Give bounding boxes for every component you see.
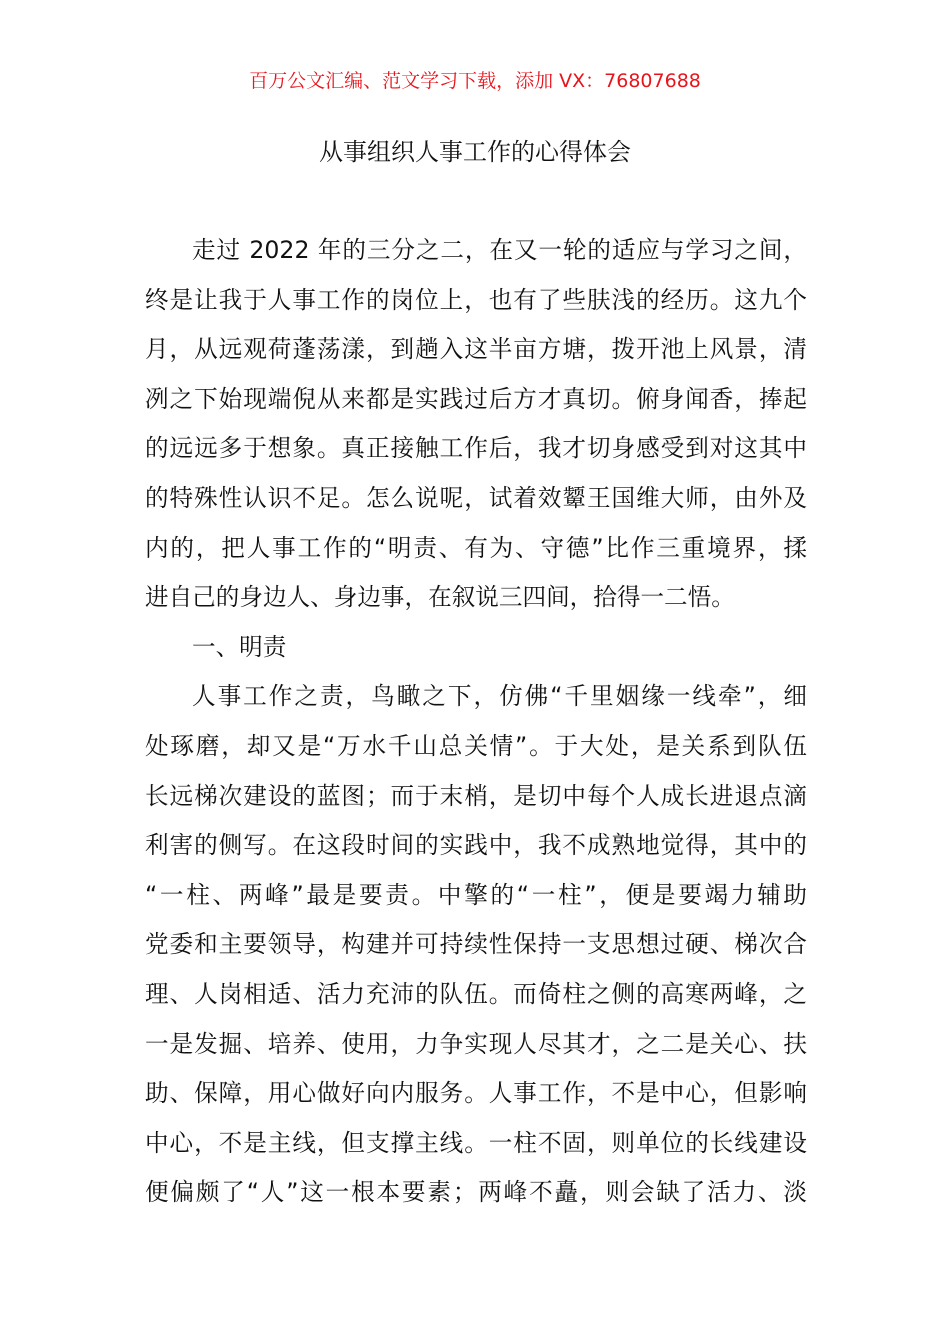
paragraph-line: 党委和主要领导，构建并可持续性保持一支思想过硬、梯次合 xyxy=(145,930,807,959)
section-heading: 一、明责 xyxy=(192,632,287,661)
paragraph-line: 中心，不是主线，但支撑主线。一柱不固，则单位的长线建设 xyxy=(145,1128,807,1157)
paragraph-line: 人事工作之责，鸟瞰之下，仿佛“千里姻缘一线牵”，细 xyxy=(192,682,807,711)
paragraph-line: 长远梯次建设的蓝图；而于末梢，是切中每个人成长进退点滴 xyxy=(145,781,807,810)
paragraph-line: 走过 2022 年的三分之二，在又一轮的适应与学习之间， xyxy=(192,236,807,264)
paragraph-line: 处琢磨，却又是“万水千山总关情”。于大处，是关系到队伍 xyxy=(145,731,807,760)
paragraph-line: 的远远多于想象。真正接触工作后，我才切身感受到对这其中 xyxy=(145,434,807,463)
paragraph-line: “一柱、两峰”最是要责。中擎的“一柱”，便是要竭力辅助 xyxy=(145,880,807,909)
paragraph-line: 进自己的身边人、身边事，在叙说三四间，拾得一二悟。 xyxy=(145,583,735,612)
paragraph-line: 终是让我于人事工作的岗位上，也有了些肤浅的经历。这九个 xyxy=(145,285,807,314)
document-body xyxy=(145,226,807,1218)
paragraph-line: 月，从远观荷蓬荡漾，到趟入这半亩方塘，拨开池上风景，清 xyxy=(145,335,807,364)
paragraph-line: 利害的侧写。在这段时间的实践中，我不成熟地觉得，其中的 xyxy=(145,831,807,860)
paragraph-line: 冽之下始现端倪从来都是实践过后方才真切。俯身闻香，捧起 xyxy=(145,384,807,413)
paragraph-line: 内的，把人事工作的“明责、有为、守德”比作三重境界，揉 xyxy=(145,533,807,562)
document-title: 从事组织人事工作的心得体会 xyxy=(319,138,631,166)
paragraph-line: 一是发掘、培养、使用，力争实现人尽其才，之二是关心、扶 xyxy=(145,1029,807,1058)
paragraph-line: 理、人岗相适、活力充沛的队伍。而倚柱之侧的高寒两峰，之 xyxy=(145,979,807,1008)
paragraph-line: 的特殊性认识不足。怎么说呢，试着效颦王国维大师，由外及 xyxy=(145,483,807,512)
paragraph-line: 便偏颇了“人”这一根本要素；两峰不矗，则会缺了活力、淡 xyxy=(145,1178,807,1207)
promo-header: 百万公文汇编、范文学习下载，添加 VX：76807688 xyxy=(249,70,701,92)
paragraph-line: 助、保障，用心做好向内服务。人事工作，不是中心，但影响 xyxy=(145,1079,807,1108)
